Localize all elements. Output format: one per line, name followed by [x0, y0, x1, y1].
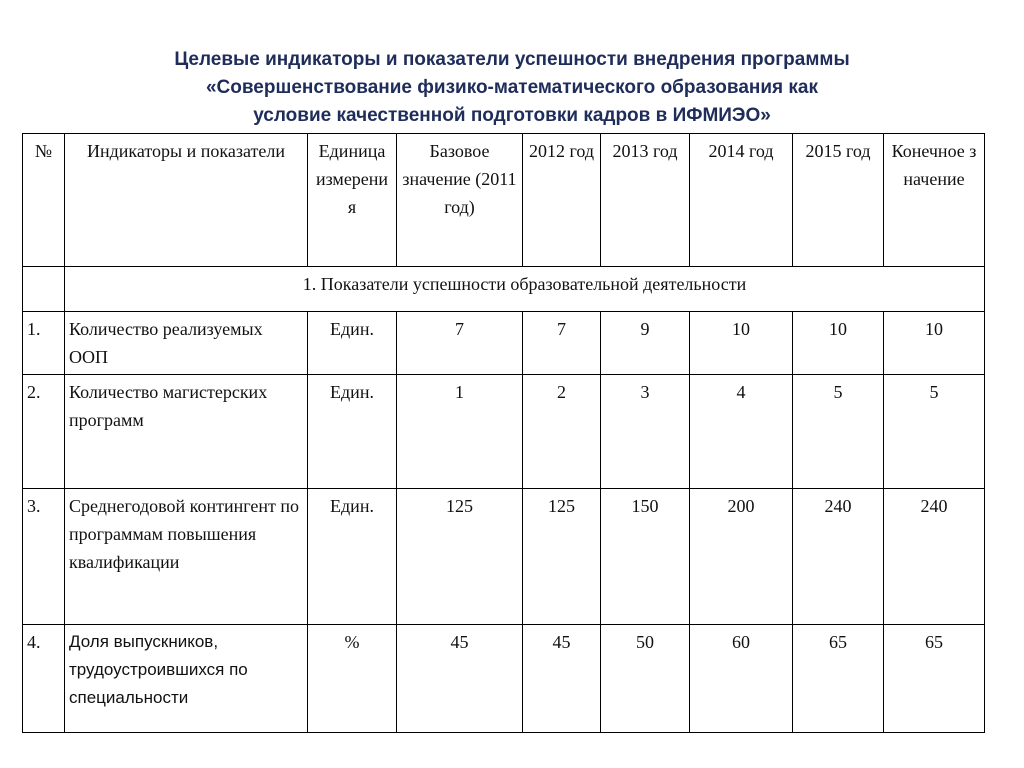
title-line-3: условие качественной подготовки кадров в ИФМИЭО»: [253, 105, 771, 126]
row-unit: %: [308, 625, 397, 733]
row-2012: 2: [523, 375, 601, 489]
row-base: 1: [397, 375, 523, 489]
row-final: 240: [884, 489, 985, 625]
header-num: №: [23, 134, 65, 267]
row-2013: 50: [601, 625, 690, 733]
row-2015: 10: [793, 312, 884, 375]
title-line-1: Целевые индикаторы и показатели успешности внедрения программы: [174, 49, 850, 70]
row-2014: 10: [690, 312, 793, 375]
header-base: Базовое значение (2011 год): [397, 134, 523, 267]
header-indicator: Индикаторы и показатели: [65, 134, 308, 267]
header-2012: 2012 год: [523, 134, 601, 267]
table-header-row: [23, 134, 985, 267]
page-title: [60, 46, 964, 130]
row-base: 125: [397, 489, 523, 625]
row-num: 1.: [23, 312, 65, 375]
row-final: 10: [884, 312, 985, 375]
row-2012: 7: [523, 312, 601, 375]
row-unit: Един.: [308, 375, 397, 489]
table-row: [23, 489, 985, 625]
row-2015: 65: [793, 625, 884, 733]
row-indicator: Количество реализуемых ООП: [65, 312, 308, 375]
row-2013: 150: [601, 489, 690, 625]
row-unit: Един.: [308, 489, 397, 625]
row-indicator: Количество магистерских программ: [65, 375, 308, 489]
table-row: [23, 312, 985, 375]
section-title: 1. Показатели успешности образовательной деятельности: [65, 267, 985, 312]
section-row: [23, 267, 985, 312]
header-unit: Единица измерения: [308, 134, 397, 267]
row-final: 65: [884, 625, 985, 733]
row-indicator: Среднегодовой контингент по программам повышения квалификации: [65, 489, 308, 625]
row-2013: 9: [601, 312, 690, 375]
header-2014: 2014 год: [690, 134, 793, 267]
row-base: 7: [397, 312, 523, 375]
row-num: 4.: [23, 625, 65, 733]
row-2014: 200: [690, 489, 793, 625]
row-2014: 60: [690, 625, 793, 733]
header-final: Конечное значение: [884, 134, 985, 267]
row-2012: 125: [523, 489, 601, 625]
table-row: [23, 375, 985, 489]
header-2015: 2015 год: [793, 134, 884, 267]
title-line-2: «Совершенствование физико-математического образования как: [205, 77, 818, 98]
header-2013: 2013 год: [601, 134, 690, 267]
row-2013: 3: [601, 375, 690, 489]
section-empty-cell: [23, 267, 65, 312]
row-final: 5: [884, 375, 985, 489]
table-row: [23, 625, 985, 733]
row-indicator: Доля выпускников, трудоустроившихся по специальности: [65, 625, 308, 733]
indicators-table: [22, 133, 985, 733]
row-num: 3.: [23, 489, 65, 625]
row-2012: 45: [523, 625, 601, 733]
row-base: 45: [397, 625, 523, 733]
row-2015: 5: [793, 375, 884, 489]
row-2014: 4: [690, 375, 793, 489]
row-num: 2.: [23, 375, 65, 489]
row-unit: Един.: [308, 312, 397, 375]
row-2015: 240: [793, 489, 884, 625]
